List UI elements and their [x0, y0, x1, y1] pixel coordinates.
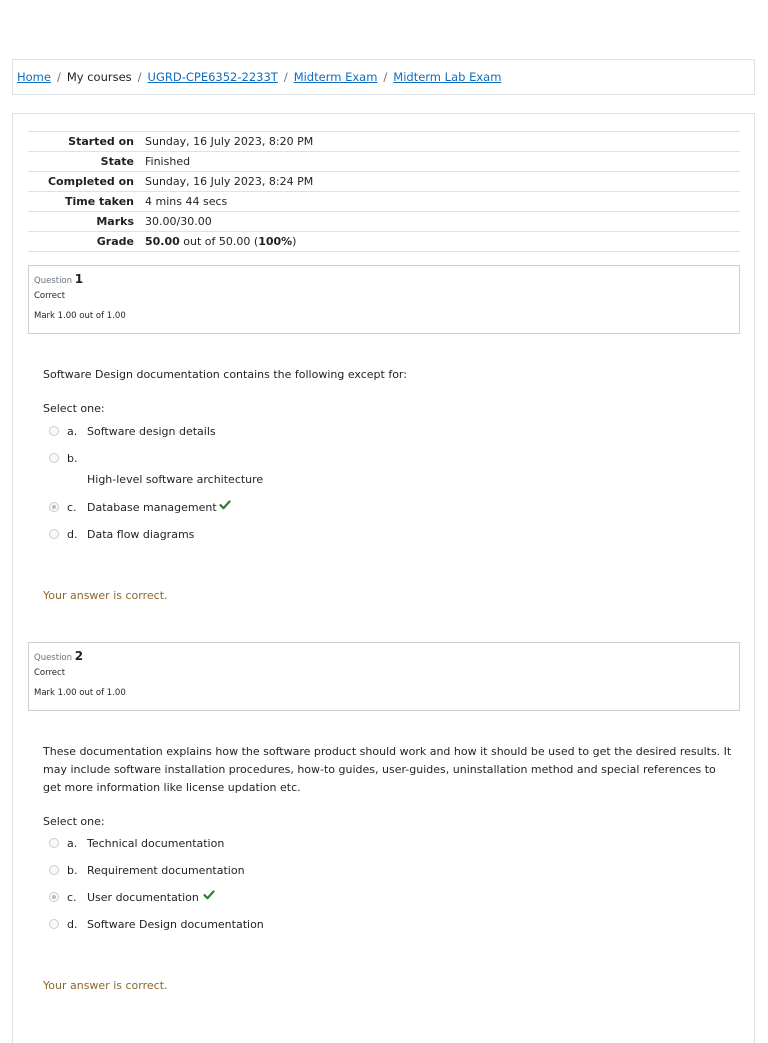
answer-text-wrapper — [87, 501, 231, 514]
answer-letter: d. — [67, 527, 78, 541]
question-number-line — [34, 272, 739, 286]
check-icon — [203, 889, 215, 901]
radio-button[interactable] — [49, 453, 59, 463]
question-number: 2 — [74, 649, 84, 663]
answer-text: Database management — [87, 500, 217, 514]
breadcrumb-separator: / — [137, 70, 142, 84]
summary-row-started-on — [28, 132, 740, 152]
started-on-value: Sunday, 16 July 2023, 8:20 PM — [145, 135, 314, 148]
breadcrumb-my-courses: My courses — [66, 70, 132, 84]
question-1-answer-b[interactable] — [49, 450, 78, 466]
question-1-prompt: Select one: — [43, 402, 105, 415]
answer-letter: b. — [67, 451, 78, 465]
question-1-feedback: Your answer is correct. — [43, 589, 168, 602]
question-2-feedback: Your answer is correct. — [43, 979, 168, 992]
question-label: Question — [34, 276, 73, 286]
question-1-answer-d[interactable] — [49, 526, 195, 542]
question-2-answer-c[interactable] — [49, 889, 199, 905]
summary-row-completed-on — [28, 172, 740, 192]
breadcrumb-separator: / — [283, 70, 288, 84]
answer-text: Technical documentation — [87, 836, 225, 850]
answer-letter: d. — [67, 917, 78, 931]
time-taken-value: 4 mins 44 secs — [145, 195, 228, 208]
grade-value: 50.00 — [145, 235, 180, 248]
answer-letter: a. — [67, 424, 78, 438]
breadcrumb-course-link[interactable]: UGRD-CPE6352-2233T — [147, 70, 278, 84]
summary-row-time-taken — [28, 192, 740, 212]
question-1-text: Software Design documentation contains the following except for: — [43, 368, 407, 381]
question-2-answer-b[interactable] — [49, 862, 245, 878]
answer-letter: c. — [67, 500, 77, 514]
summary-row-marks — [28, 212, 740, 232]
breadcrumb-section-link[interactable]: Midterm Exam — [293, 70, 378, 84]
breadcrumb — [12, 59, 755, 95]
grade-percent: 100% — [258, 235, 293, 248]
breadcrumb-activity-link[interactable]: Midterm Lab Exam — [393, 70, 502, 84]
summary-row-grade — [28, 232, 740, 252]
grade-out-of: out of 50.00 ( — [179, 235, 259, 248]
answer-text: Software design details — [87, 424, 216, 438]
completed-on-label: Completed on — [47, 175, 134, 188]
summary-row-state — [28, 152, 740, 172]
answer-text: Requirement documentation — [87, 863, 245, 877]
breadcrumb-separator: / — [383, 70, 388, 84]
radio-button[interactable] — [49, 865, 59, 875]
question-state: Correct — [34, 668, 66, 679]
radio-button-selected[interactable] — [49, 892, 59, 902]
radio-button[interactable] — [49, 426, 59, 436]
marks-label: Marks — [96, 215, 134, 228]
marks-value: 30.00/30.00 — [145, 215, 212, 228]
question-2-prompt: Select one: — [43, 815, 105, 828]
radio-button[interactable] — [49, 919, 59, 929]
attempt-summary-table — [28, 131, 740, 252]
question-grade: Mark 1.00 out of 1.00 — [34, 310, 126, 321]
question-2-info — [28, 642, 740, 711]
radio-button[interactable] — [49, 529, 59, 539]
answer-text: Data flow diagrams — [87, 527, 195, 541]
answer-text: High-level software architecture — [87, 473, 264, 486]
state-label: State — [100, 155, 134, 168]
state-value: Finished — [145, 155, 191, 168]
question-grade: Mark 1.00 out of 1.00 — [34, 687, 126, 698]
breadcrumb-separator: / — [56, 70, 61, 84]
question-1-answer-a[interactable] — [49, 423, 216, 439]
grade-value-cell — [140, 232, 740, 252]
started-on-label: Started on — [68, 135, 134, 148]
answer-letter: a. — [67, 836, 78, 850]
question-1-answer-c[interactable] — [49, 499, 217, 515]
question-label: Question — [34, 653, 73, 663]
breadcrumb-home-link[interactable]: Home — [17, 70, 51, 84]
grade-label: Grade — [96, 235, 134, 248]
question-2-text: These documentation explains how the software product should work and how it should be used to get the desired results. It may include software installation procedures, how-to guides, user-guides, uninstallation method and special references to get more information like license updation etc. — [43, 745, 732, 794]
question-1-info — [28, 265, 740, 334]
answer-text: User documentation — [87, 890, 199, 904]
question-state: Correct — [34, 291, 66, 302]
time-taken-label: Time taken — [64, 195, 134, 208]
answer-letter: c. — [67, 890, 77, 904]
completed-on-value: Sunday, 16 July 2023, 8:24 PM — [145, 175, 314, 188]
check-icon — [219, 499, 231, 511]
question-number-line — [34, 649, 739, 663]
question-2-answer-a[interactable] — [49, 835, 225, 851]
answer-letter: b. — [67, 863, 78, 877]
radio-button[interactable] — [49, 838, 59, 848]
radio-button-selected[interactable] — [49, 502, 59, 512]
answer-text-wrapper — [87, 891, 215, 904]
grade-close: ) — [292, 235, 297, 248]
main-content-panel — [12, 113, 755, 1043]
question-2-answer-d[interactable] — [49, 916, 264, 932]
answer-text: Software Design documentation — [87, 917, 264, 931]
question-number: 1 — [74, 272, 84, 286]
